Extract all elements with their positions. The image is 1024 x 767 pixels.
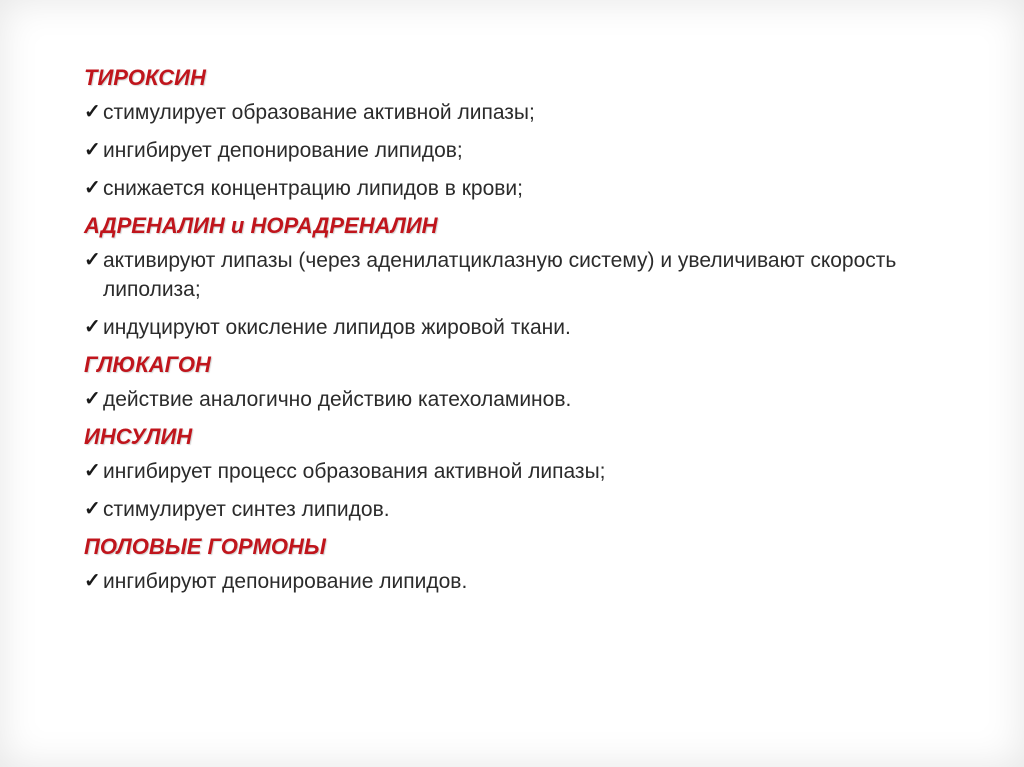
- list-item: [84, 174, 984, 203]
- list-item: [84, 313, 984, 342]
- list-item-text: ингибируют депонирование липидов.: [103, 570, 468, 593]
- checkmark-icon: ✓: [84, 388, 101, 410]
- list-item: [84, 98, 984, 127]
- list-item: [84, 385, 984, 414]
- list-item-text: снижается концентрацию липидов в крови;: [103, 177, 523, 200]
- section-heading: ГЛЮКАГОН: [84, 352, 211, 377]
- checkmark-icon: ✓: [84, 101, 101, 123]
- list-item: [84, 457, 984, 486]
- checkmark-icon: ✓: [84, 177, 101, 199]
- list-item-text: ингибирует процесс образования активной липазы;: [103, 460, 606, 483]
- list-item: [84, 567, 984, 596]
- list-item: [84, 136, 984, 165]
- checkmark-icon: ✓: [84, 249, 101, 271]
- list-item-text: стимулирует синтез липидов.: [103, 498, 390, 521]
- list-item: [84, 246, 984, 304]
- section-heading: ПОЛОВЫЕ ГОРМОНЫ: [84, 534, 326, 559]
- list-item-text: стимулирует образование активной липазы;: [103, 101, 535, 124]
- slide-content: [84, 64, 984, 605]
- checkmark-icon: ✓: [84, 498, 101, 520]
- list-item-text: активируют липазы (через аденилатциклазную систему) и увеличивают скорость липолиза;: [103, 249, 897, 301]
- list-item: [84, 495, 984, 524]
- checkmark-icon: ✓: [84, 570, 101, 592]
- section-heading: ИНСУЛИН: [84, 424, 193, 449]
- list-item-text: действие аналогично действию катехоламинов.: [103, 388, 572, 411]
- section-heading: АДРЕНАЛИН и НОРАДРЕНАЛИН: [84, 213, 438, 238]
- list-item-text: индуцируют окисление липидов жировой ткани.: [103, 316, 571, 339]
- checkmark-icon: ✓: [84, 139, 101, 161]
- checkmark-icon: ✓: [84, 460, 101, 482]
- checkmark-icon: ✓: [84, 316, 101, 338]
- list-item-text: ингибирует депонирование липидов;: [103, 139, 463, 162]
- section-heading: ТИРОКСИН: [84, 65, 206, 90]
